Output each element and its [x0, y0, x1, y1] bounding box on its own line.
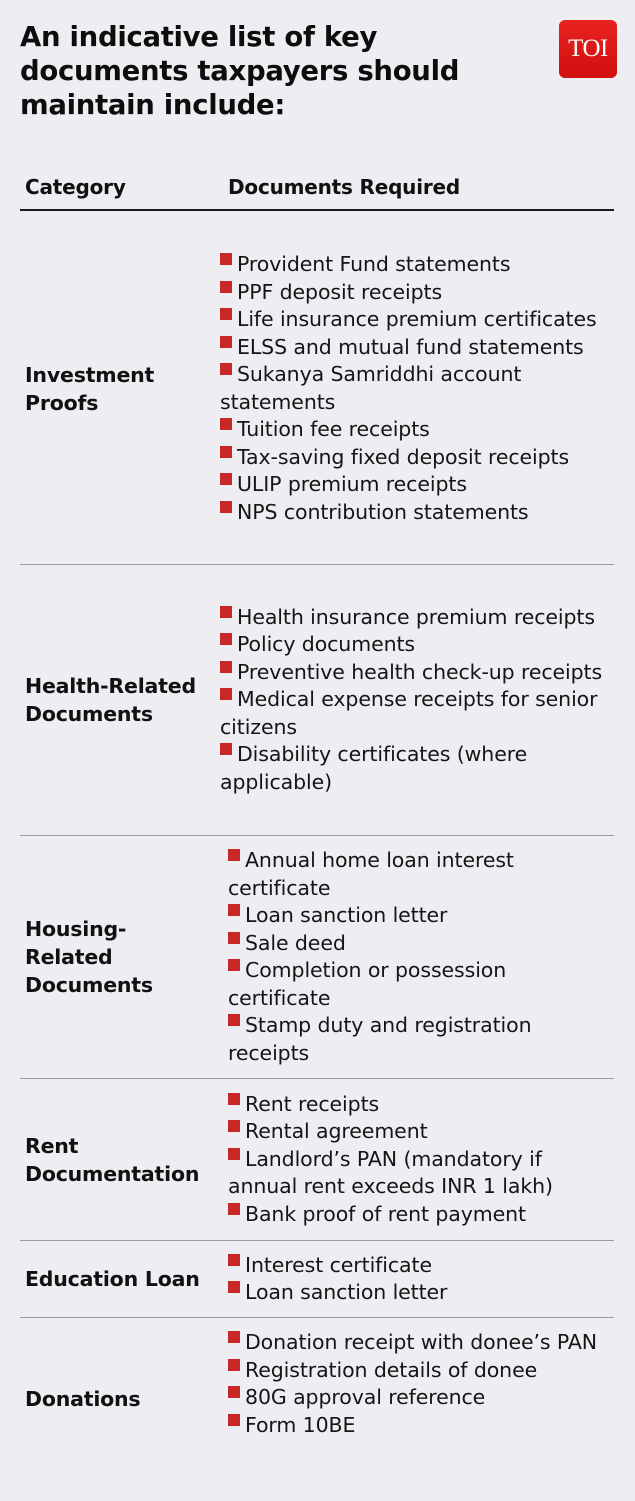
table-header: [20, 168, 614, 211]
square-bullet-icon: [220, 743, 232, 755]
documents-list: [228, 1252, 614, 1307]
square-bullet-icon: [220, 501, 232, 513]
square-bullet-icon: [220, 661, 232, 673]
list-item: Preventive health check-up receipts: [220, 659, 614, 687]
square-bullet-icon: [220, 418, 232, 430]
list-item: Rent receipts: [228, 1091, 614, 1119]
square-bullet-icon: [228, 849, 240, 861]
toi-logo-icon: TOI: [559, 20, 617, 78]
table-row-rent-documentation: [20, 1079, 614, 1241]
list-item: Life insurance premium certificates: [220, 306, 614, 334]
square-bullet-icon: [220, 606, 232, 618]
table-row-health-related: [20, 565, 614, 836]
square-bullet-icon: [228, 904, 240, 916]
list-item: ELSS and mutual fund statements: [220, 334, 614, 362]
table-row-education-loan: [20, 1241, 614, 1318]
list-item: ULIP premium receipts: [220, 471, 614, 499]
documents-list: [228, 1091, 614, 1229]
square-bullet-icon: [220, 363, 232, 375]
table-row-housing-related: [20, 836, 614, 1079]
list-item: Tuition fee receipts: [220, 416, 614, 444]
square-bullet-icon: [228, 1014, 240, 1026]
square-bullet-icon: [220, 473, 232, 485]
category-label: Health-Related Documents: [25, 674, 196, 726]
documents-list: [220, 604, 614, 797]
list-item: 80G approval reference: [228, 1384, 614, 1412]
list-item: Sale deed: [228, 930, 614, 958]
list-item: Sukanya Samriddhi account statements: [220, 362, 522, 414]
square-bullet-icon: [228, 1093, 240, 1105]
list-item: Rental agreement: [228, 1118, 614, 1146]
square-bullet-icon: [228, 1120, 240, 1132]
list-item: Disability certificates (where applicable): [220, 742, 528, 794]
documents-list: [228, 847, 614, 1067]
square-bullet-icon: [228, 1386, 240, 1398]
list-item: Interest certificate: [228, 1252, 614, 1280]
category-label: Rent Documentation: [25, 1133, 200, 1186]
square-bullet-icon: [220, 308, 232, 320]
list-item: PPF deposit receipts: [220, 279, 614, 307]
column-header-category: Category: [25, 174, 126, 199]
list-item: NPS contribution statements: [220, 499, 614, 527]
square-bullet-icon: [228, 959, 240, 971]
list-item: Loan sanction letter: [228, 902, 614, 930]
square-bullet-icon: [220, 446, 232, 458]
column-header-documents: Documents Required: [228, 174, 461, 199]
list-item: Form 10BE: [228, 1412, 614, 1440]
square-bullet-icon: [220, 688, 232, 700]
list-item: Medical expense receipts for senior citizens: [220, 687, 598, 739]
list-item: Stamp duty and registration receipts: [228, 1013, 532, 1065]
list-item: Landlord’s PAN (mandatory if annual rent exceeds INR 1 lakh): [228, 1146, 553, 1199]
square-bullet-icon: [228, 1359, 240, 1371]
list-item: Loan sanction letter: [228, 1279, 614, 1307]
documents-table: [20, 168, 614, 1483]
list-item: Health insurance premium receipts: [220, 604, 614, 632]
list-item: Policy documents: [220, 631, 614, 659]
category-label: Donations: [25, 1387, 141, 1411]
table-row-investment-proofs: [20, 211, 614, 565]
square-bullet-icon: [220, 633, 232, 645]
square-bullet-icon: [228, 1281, 240, 1293]
square-bullet-icon: [228, 1148, 240, 1160]
page-title: An indicative list of key documents taxpayers should maintain include:: [20, 21, 460, 121]
table-row-donations: [20, 1318, 614, 1483]
list-item: Bank proof of rent payment: [228, 1201, 614, 1229]
square-bullet-icon: [220, 253, 232, 265]
list-item: Annual home loan interest certificate: [228, 848, 514, 900]
square-bullet-icon: [228, 1414, 240, 1426]
square-bullet-icon: [220, 336, 232, 348]
square-bullet-icon: [228, 932, 240, 944]
square-bullet-icon: [220, 281, 232, 293]
list-item: Donation receipt with donee’s PAN: [228, 1329, 614, 1357]
list-item: Tax-saving fixed deposit receipts: [220, 444, 614, 472]
square-bullet-icon: [228, 1203, 240, 1215]
square-bullet-icon: [228, 1254, 240, 1266]
list-item: Provident Fund statements: [220, 251, 614, 279]
category-label: Investment Proofs: [25, 362, 155, 415]
square-bullet-icon: [228, 1331, 240, 1343]
list-item: Completion or possession certificate: [228, 958, 507, 1010]
documents-list: [220, 251, 614, 526]
category-label: Housing-Related Documents: [25, 917, 153, 997]
documents-list: [228, 1329, 614, 1439]
list-item: Registration details of donee: [228, 1357, 614, 1385]
category-label: Education Loan: [25, 1267, 200, 1291]
